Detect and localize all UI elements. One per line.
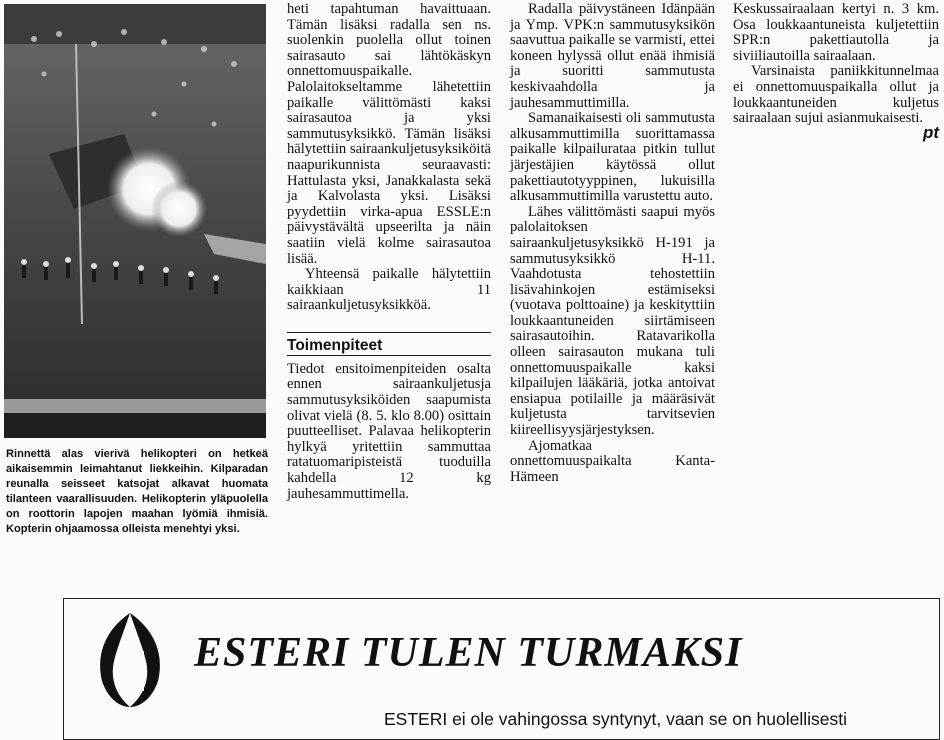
paragraph: heti tapahtuman havaittuaan. Tämän lisäksi radalla sen ns. suolenkin puolella ollut toinen sairasauto sai lähtökäskyn onnettomuuspaikalle. Palolaitokseltamme lähetettiin paikalle välittömästi kaksi sairasautoa ja yksi sammutusyksikkö. Tämän lisäksi hälytettiin sairaankuljetusyksiköitä naapurikunnista seuraavasti: Hattulasta yksi, Janakkalasta sekä ja Kalvolasta yksi. Lisäksi pyydettiin virka-apua ESSLE:n päivystävältä upseerilta ja näin saatiin vielä kolme sairasautoa lisää. <box>287 1 491 267</box>
paragraph: Keskussairaalaan kertyi n. 3 km. Osa loukkaantuneista kuljetettiin SPR:n pakettiautolla ja siviiliautoilla sairaalaan. <box>733 1 939 64</box>
article-column-2 <box>510 2 715 485</box>
article-column-1 <box>287 2 491 502</box>
advertisement <box>63 598 940 740</box>
paragraph: Samanaikaisesti oli sammutusta alkusammuttimilla suorittamassa paikalle kilpailurataa pitkin tullut järjestäjien käytössä ollut pakettiautotyyppinen, lukuisilla alkusammuttimilla varustettu auto. <box>510 110 715 205</box>
paragraph: Radalla päivystäneen Idänpään ja Ymp. VPK:n sammutusyksikön saavuttua paikalle se varmisti, ettei koneen hylyssä ollut enää ihmisiä ja suoritti sammutusta keskivaahdolla ja jauhesammuttimilla. <box>510 1 715 111</box>
paragraph <box>733 63 939 142</box>
ad-headline: ESTERI TULEN TURMAKSI <box>194 630 743 676</box>
author-signature: pt <box>922 122 939 142</box>
neste-logo-icon <box>94 611 166 709</box>
section-heading: Toimenpiteet <box>287 332 491 356</box>
news-photo <box>4 4 266 438</box>
ad-body-text: ESTERI ei ole vahingossa syntynyt, vaan se on huolellisesti <box>384 709 848 729</box>
paragraph: Yhteensä paikalle hälytettiin kaikkiaan 11 sairaankuljetusyksikköä. <box>287 266 491 314</box>
paragraph: Ajomatkaa onnettomuuspaikalta Kanta-Hämeen <box>510 437 715 485</box>
article-column-3 <box>733 2 939 140</box>
photo-caption: Rinnettä alas vierivä helikopteri on hetkeä aikaisemmin leimahtanut liekkeihin. Kilparadan reunalla seisseet katsojat alkavat huomata tilanteen vaarallisuuden. Helikopterin yläpuolella on roottorin lapojen maahan lyömiä ihmisiä. Kopterin ohjaamossa olleista menehtyi yksi. <box>6 448 268 536</box>
paragraph: Lähes välittömästi saapui myös palolaitoksen sairaankuljetusyksikkö H-191 ja sammutusyksikkö H-11. Vaahdotusta tehostettiin lisävahinkojen estämiseksi (vuotava polttoaine) ja keskityttiin loukkaantuneiden siirtämiseen sairasautoihin. Ratavarikolla olleen sairasauton mukana tuli onnettomuuspaikalle kaksi kilpailujen lääkäriä, jotka antoivat ensiapua potilaille ja määräsivät kuljetusta tarvitsevien kiireellisyysjärjestyksen. <box>510 203 715 439</box>
paragraph: Tiedot ensitoimenpiteiden osalta ennen sairaankuljetusja sammutusyksiköiden saapumista olivat vielä (8. 5. klo 8.00) osittain puutteelliset. Palavaa helikopterin hylkyä yritettiin sammuttaa ratatuomaripisteistä tuoduilla kahdella 12 kg jauhesammuttimella. <box>287 360 491 502</box>
helicopter-crash-image <box>4 4 266 438</box>
paragraph-text: Varsinaista paniikkitunnelmaa ei onnettomuuspaikalla ollut ja loukkaantuneiden kuljetus sairaalaan sujui asianmukaisesti. <box>733 63 939 127</box>
